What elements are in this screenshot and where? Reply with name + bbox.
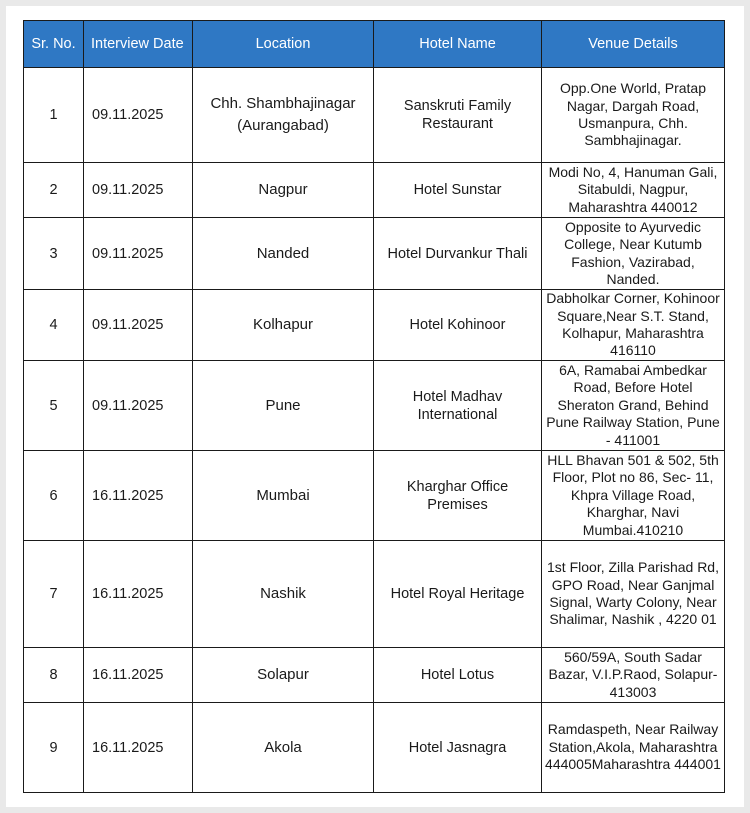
header-venue-details: Venue Details xyxy=(542,21,725,68)
cell-sr: 7 xyxy=(24,541,84,648)
cell-venue: 1st Floor, Zilla Parishad Rd, GPO Road, Near Ganjmal Signal, Warty Colony, Near Shalimar, Nashik , 4220 01 xyxy=(542,541,725,648)
cell-venue: HLL Bhavan 501 & 502, 5th Floor, Plot no 86, Sec- 11, Khpra Village Road, Kharghar, Navi Mumbai.410210 xyxy=(542,451,725,541)
cell-date: 09.11.2025 xyxy=(84,361,193,451)
cell-location: Akola xyxy=(193,703,374,793)
cell-venue: Opposite to Ayurvedic College, Near Kutumb Fashion, Vazirabad, Nanded. xyxy=(542,218,725,290)
cell-sr: 1 xyxy=(24,68,84,163)
cell-hotel: Kharghar Office Premises xyxy=(374,451,542,541)
cell-sr: 2 xyxy=(24,163,84,218)
table-row xyxy=(24,361,725,451)
cell-sr: 8 xyxy=(24,648,84,703)
table-row xyxy=(24,163,725,218)
cell-date: 16.11.2025 xyxy=(84,703,193,793)
cell-date: 16.11.2025 xyxy=(84,648,193,703)
cell-venue: 6A, Ramabai Ambedkar Road, Before Hotel Sheraton Grand, Behind Pune Railway Station, Pune - 411001 xyxy=(542,361,725,451)
table-row xyxy=(24,68,725,163)
cell-location: Kolhapur xyxy=(193,290,374,361)
header-interview-date: Interview Date xyxy=(84,21,193,68)
cell-hotel: Hotel Kohinoor xyxy=(374,290,542,361)
table-row xyxy=(24,648,725,703)
cell-sr: 3 xyxy=(24,218,84,290)
cell-sr: 6 xyxy=(24,451,84,541)
cell-venue: Ramdaspeth, Near Railway Station,Akola, Maharashtra 444005Maharashtra 444001 xyxy=(542,703,725,793)
cell-hotel: Hotel Jasnagra xyxy=(374,703,542,793)
cell-date: 16.11.2025 xyxy=(84,451,193,541)
cell-location: Pune xyxy=(193,361,374,451)
cell-hotel: Hotel Lotus xyxy=(374,648,542,703)
cell-date: 09.11.2025 xyxy=(84,163,193,218)
cell-date: 09.11.2025 xyxy=(84,290,193,361)
table-row xyxy=(24,703,725,793)
cell-date: 09.11.2025 xyxy=(84,68,193,163)
cell-venue: Modi No, 4, Hanuman Gali, Sitabuldi, Nagpur, Maharashtra 440012 xyxy=(542,163,725,218)
cell-sr: 9 xyxy=(24,703,84,793)
cell-date: 16.11.2025 xyxy=(84,541,193,648)
cell-hotel: Hotel Royal Heritage xyxy=(374,541,542,648)
cell-hotel: Sanskruti Family Restaurant xyxy=(374,68,542,163)
cell-location: Nanded xyxy=(193,218,374,290)
cell-hotel: Hotel Sunstar xyxy=(374,163,542,218)
table-row xyxy=(24,218,725,290)
header-location: Location xyxy=(193,21,374,68)
cell-venue: Dabholkar Corner, Kohinoor Square,Near S.T. Stand, Kolhapur, Maharashtra 416110 xyxy=(542,290,725,361)
cell-hotel: Hotel Durvankur Thali xyxy=(374,218,542,290)
cell-location: Mumbai xyxy=(193,451,374,541)
table-row xyxy=(24,541,725,648)
cell-hotel: Hotel Madhav International xyxy=(374,361,542,451)
table-row xyxy=(24,290,725,361)
header-sr-no: Sr. No. xyxy=(24,21,84,68)
header-hotel-name: Hotel Name xyxy=(374,21,542,68)
interview-venue-table xyxy=(23,20,725,793)
cell-sr: 5 xyxy=(24,361,84,451)
table-row xyxy=(24,451,725,541)
cell-location: Nashik xyxy=(193,541,374,648)
cell-location: Solapur xyxy=(193,648,374,703)
table-header-row xyxy=(24,21,725,68)
cell-sr: 4 xyxy=(24,290,84,361)
cell-location: Nagpur xyxy=(193,163,374,218)
cell-venue: 560/59A, South Sadar Bazar, V.I.P.Raod, Solapur-413003 xyxy=(542,648,725,703)
cell-location: Chh. Shambhajinagar (Aurangabad) xyxy=(193,68,374,163)
cell-venue: Opp.One World, Pratap Nagar, Dargah Road, Usmanpura, Chh. Sambhajinagar. xyxy=(542,68,725,163)
cell-date: 09.11.2025 xyxy=(84,218,193,290)
document-page xyxy=(6,6,744,807)
